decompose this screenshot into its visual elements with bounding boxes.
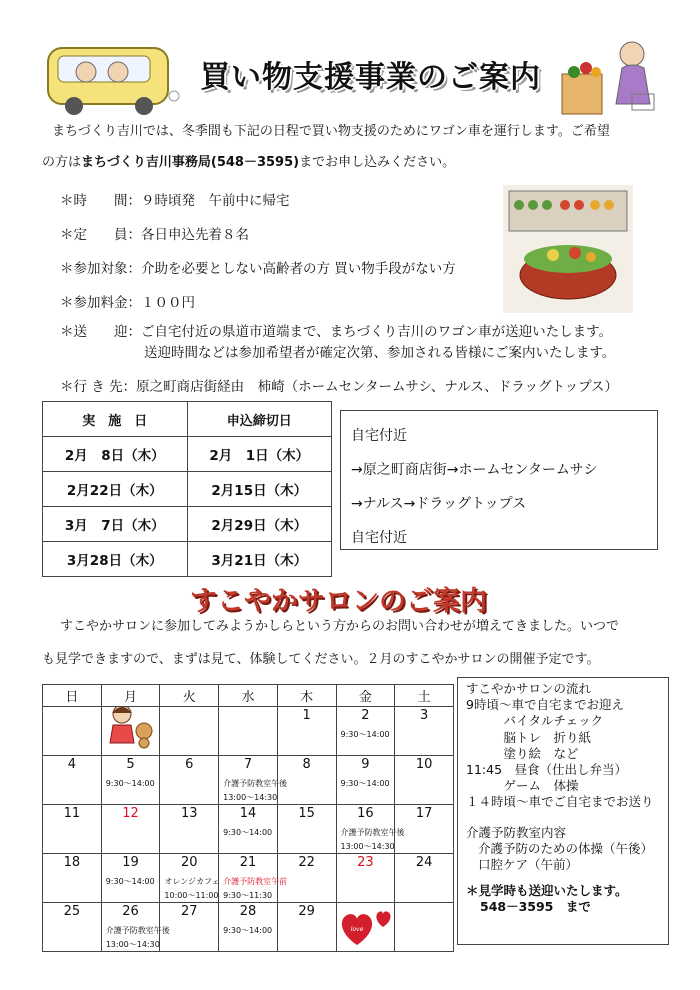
- detail-destination: ＊行 き 先：原之町商店街経由 柿崎（ホームセンタームサシ、ナルス、ドラッグトップス）: [60, 379, 619, 395]
- day-number: 14: [239, 806, 257, 821]
- day-number: 6: [185, 757, 194, 772]
- schedule-date: 2月 8日（木）: [43, 437, 188, 472]
- salon-flow-box: [457, 677, 669, 945]
- day-number: 26: [122, 904, 139, 919]
- detail-time: ＊時 間：９時頃発 午前中に帰宅: [60, 193, 290, 209]
- intro-line-2-pre: の方は: [42, 155, 82, 170]
- hearts-icon: [337, 905, 393, 949]
- calendar-day-cell: [219, 854, 288, 903]
- detail-capacity: ＊定 員：各日申込先着８名: [60, 227, 249, 243]
- schedule-date: 2月22日（木）: [43, 472, 188, 507]
- heart-text: love: [350, 926, 363, 933]
- event-label: 9:30～14:00: [340, 779, 390, 788]
- calendar-day-cell: [395, 756, 454, 805]
- weekday-thu: 木: [277, 685, 336, 707]
- detail-transport-note: 送迎時間などは参加希望者が確定次第、参加される皆様にご案内いたします。: [144, 345, 616, 361]
- event-label: 9:30～14:00: [223, 926, 273, 935]
- route-line: →原之町商店街→ホームセンタームサシ: [351, 462, 598, 478]
- flow-line: バイタルチェック: [466, 713, 604, 729]
- schedule-date: 3月28日（木）: [43, 542, 188, 577]
- day-number: 27: [180, 904, 198, 919]
- event-label: 介護予防教室午後: [223, 779, 288, 788]
- event-time: 10:00～11:00: [164, 891, 219, 900]
- shopper-illustration: [560, 38, 660, 120]
- weekday-wed: 水: [219, 685, 278, 707]
- calendar-week-row: [43, 756, 454, 805]
- calendar-day-cell: [43, 707, 102, 756]
- route-line: →ナルス→ドラッグトップス: [351, 496, 527, 512]
- route-line: 自宅付近: [351, 530, 407, 546]
- calendar-day-cell: [395, 805, 454, 854]
- calendar-day-cell: [101, 707, 160, 756]
- calendar-day-cell: [336, 854, 395, 903]
- day-number: 29: [298, 904, 315, 919]
- day-number: 12: [122, 806, 139, 821]
- day-number: 3: [419, 708, 429, 723]
- day-number: 17: [415, 806, 433, 821]
- detail-fee: ＊参加料金：１００円: [60, 295, 195, 311]
- day-number: 19: [122, 855, 139, 870]
- calendar-day-cell: [160, 903, 219, 952]
- calendar-day-cell: [160, 805, 219, 854]
- schedule-header-row: [43, 402, 332, 437]
- weekday-tue: 火: [160, 685, 219, 707]
- flow-line: ゲーム 体操: [466, 778, 579, 794]
- calendar-day-cell: [160, 756, 219, 805]
- salon-intro-1: すこやかサロンに参加してみようかしらという方からのお問い合わせが増えてきました。いつで: [60, 619, 620, 634]
- day-number: 24: [415, 855, 433, 870]
- event-label: 9:30～14:00: [105, 779, 155, 788]
- contact-phone: 548－3595 まで: [480, 899, 591, 915]
- day-number: 28: [239, 904, 257, 919]
- day-number: 8: [302, 757, 311, 772]
- weekday-fri: 金: [336, 685, 395, 707]
- intro-line-2: [42, 155, 455, 171]
- day-number: 22: [298, 855, 315, 870]
- schedule-table: [42, 401, 332, 577]
- flow-line: 脳トレ 折り紙: [466, 729, 592, 745]
- event-label: 介護予防教室午後: [340, 828, 405, 837]
- day-number: 25: [63, 904, 81, 919]
- flow-line: 9時頃～車で自宅までお迎え: [466, 697, 624, 713]
- calendar-day-cell: [277, 903, 336, 952]
- day-number: 2: [361, 708, 370, 723]
- calendar-day-cell: [43, 854, 102, 903]
- day-number: 16: [357, 806, 374, 821]
- produce-stand-illustration: [503, 185, 633, 313]
- bus-illustration: [44, 38, 184, 118]
- schedule-row: [43, 507, 332, 542]
- schedule-header-date: 実 施 日: [43, 402, 188, 437]
- calendar-day-cell: [43, 756, 102, 805]
- calendar-day-cell: [160, 707, 219, 756]
- calendar-day-cell: [160, 854, 219, 903]
- salon-intro-2: も見学できますので、まずは見て、体験してください。２月のすこやかサロンの開催予定です。: [42, 652, 600, 667]
- calendar-day-cell: [277, 805, 336, 854]
- event-label: 9:30～14:00: [105, 877, 155, 886]
- event-time: 9:30～11:30: [223, 891, 273, 900]
- schedule-header-deadline: 申込締切日: [187, 402, 332, 437]
- calendar-day-cell: [395, 707, 454, 756]
- calendar-day-cell: [43, 805, 102, 854]
- calendar: [42, 684, 454, 952]
- schedule-row: [43, 437, 332, 472]
- office-contact: まちづくり吉川事務局(548－3595): [81, 155, 300, 170]
- calendar-week-row: [43, 903, 454, 952]
- detail-transport: ＊送 迎：ご自宅付近の県道市道端まで、まちづくり吉川のワゴン車が送迎いたします。: [60, 324, 613, 340]
- calendar-day-cell: [219, 903, 278, 952]
- calendar-day-cell: [395, 854, 454, 903]
- day-number: 13: [180, 806, 198, 821]
- event-time: 13:00～14:30: [105, 940, 160, 949]
- day-number: 7: [243, 757, 253, 772]
- calendar-day-cell: [101, 756, 160, 805]
- schedule-deadline: 2月 1日（木）: [187, 437, 332, 472]
- calendar-day-cell: [101, 903, 170, 952]
- day-number: 5: [126, 757, 135, 772]
- calendar-day-cell: [219, 756, 288, 805]
- day-number: 4: [67, 757, 76, 772]
- schedule-deadline: 3月21日（木）: [187, 542, 332, 577]
- weekday-mon: 月: [101, 685, 160, 707]
- day-number: 18: [63, 855, 81, 870]
- class-line: 介護予防のための体操（午後）: [478, 840, 654, 856]
- page-title: 買い物支援事業のご案内: [200, 60, 541, 95]
- event-label: 9:30～14:00: [223, 828, 273, 837]
- flow-line: １４時頃～車でご自宅までお送り: [466, 794, 654, 810]
- event-label: 介護予防教室午後: [105, 926, 170, 935]
- weekday-sat: 土: [395, 685, 454, 707]
- visit-note: ＊見学時も送迎いたします。: [466, 883, 628, 899]
- day-number: 15: [298, 806, 315, 821]
- calendar-day-cell: [395, 903, 454, 952]
- calendar-week-row: [43, 805, 454, 854]
- calendar-day-cell: [277, 854, 336, 903]
- schedule-row: [43, 472, 332, 507]
- schedule-deadline: 2月15日（木）: [187, 472, 332, 507]
- day-number: 11: [63, 806, 81, 821]
- detail-target: ＊参加対象：介助を必要としない高齢者の方 買い物手段がない方: [60, 261, 456, 277]
- day-number: 21: [239, 855, 257, 870]
- calendar-day-cell: [336, 707, 395, 756]
- event-label: オレンジカフェ: [164, 877, 220, 886]
- intro-line-1: まちづくり吉川では、冬季間も下記の日程で買い物支援のためにワゴン車を運行します。ご希望: [52, 124, 610, 139]
- route-box: [340, 410, 658, 550]
- route-line: 自宅付近: [351, 428, 407, 444]
- calendar-day-cell: [101, 854, 160, 903]
- salon-title: すこやかサロンのご案内: [190, 586, 487, 617]
- calendar-day-cell: [277, 756, 336, 805]
- schedule-date: 3月 7日（木）: [43, 507, 188, 542]
- flow-line: 11:45 昼食（仕出し弁当）: [466, 762, 628, 778]
- calendar-day-cell: [336, 756, 395, 805]
- day-number: 9: [361, 757, 370, 772]
- day-number: 1: [302, 708, 311, 723]
- calendar-day-cell: [101, 805, 160, 854]
- calendar-week-row: [43, 707, 454, 756]
- schedule-row: [43, 542, 332, 577]
- calendar-day-cell: [336, 805, 405, 854]
- event-time: 13:00～14:30: [223, 793, 278, 802]
- event-time: 13:00～14:30: [340, 842, 395, 851]
- calendar-day-cell: [336, 903, 395, 952]
- day-number: 10: [415, 757, 433, 772]
- schedule-deadline: 2月29日（木）: [187, 507, 332, 542]
- flow-line: 塗り絵 など: [466, 745, 579, 761]
- calendar-week-row: [43, 854, 454, 903]
- event-label: 9:30～14:00: [340, 730, 390, 739]
- weekday-sun: 日: [43, 685, 102, 707]
- intro-line-2-post: までお申し込みください。: [299, 155, 456, 170]
- calendar-day-cell: [43, 903, 102, 952]
- flow-title: すこやかサロンの流れ: [466, 681, 592, 696]
- event-label: 介護予防教室午前: [223, 877, 288, 886]
- day-number: 23: [357, 855, 374, 870]
- calendar-weekday-row: [43, 685, 454, 707]
- class-title: 介護予防教室内容: [466, 824, 567, 840]
- day-number: 20: [180, 855, 198, 870]
- class-line: 口腔ケア（午前）: [478, 857, 579, 873]
- calendar-day-cell: [219, 805, 278, 854]
- calendar-day-cell: [277, 707, 336, 756]
- calendar-day-cell: [219, 707, 278, 756]
